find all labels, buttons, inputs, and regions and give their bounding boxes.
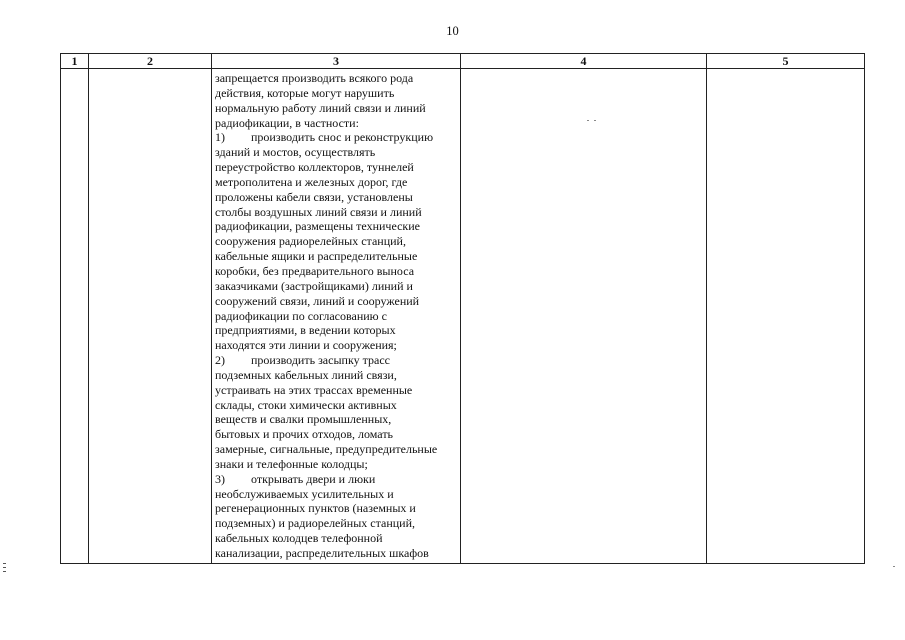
text-line — [215, 457, 458, 472]
column-header-5: 5 — [707, 54, 865, 69]
text-line — [215, 160, 458, 175]
text-line — [215, 412, 458, 427]
line-text: веществ и свалки промышленных, — [215, 412, 392, 427]
list-item-line — [215, 353, 458, 368]
table-cell-col3 — [212, 69, 461, 564]
text-line — [215, 190, 458, 205]
table-cell-col1 — [61, 69, 89, 564]
line-text: регенерационных пунктов (наземных и — [215, 501, 416, 516]
scan-mark — [3, 567, 6, 568]
text-line — [215, 427, 458, 442]
line-text: сооружений связи, линий и сооружений — [215, 293, 420, 308]
text-line — [215, 101, 458, 116]
line-text: подземных кабельных линий связи, — [215, 367, 397, 382]
document-table — [60, 53, 865, 564]
line-text: запрещается производить всякого рода — [215, 71, 414, 85]
line-text: находятся эти линии и сооружения; — [215, 338, 397, 353]
text-line — [215, 86, 458, 101]
line-text: открывать двери и люки — [251, 471, 376, 486]
list-item-line — [215, 130, 458, 145]
page-number: 10 — [446, 24, 459, 38]
line-text: производить снос и реконструкцию — [251, 130, 434, 145]
line-text: переустройство коллекторов, туннелей — [215, 160, 414, 175]
line-text: радиофикации по согласованию с — [215, 308, 387, 323]
text-line — [215, 219, 458, 234]
column-header-4: 4 — [461, 54, 707, 69]
text-line — [215, 234, 458, 249]
list-item-number: 3) — [215, 471, 225, 486]
scan-speck — [594, 120, 596, 121]
text-line — [215, 487, 458, 502]
text-line — [215, 309, 458, 324]
column-header-2: 2 — [89, 54, 212, 69]
list-item-line — [215, 472, 458, 487]
text-line — [215, 116, 458, 131]
line-text: заказчиками (застройщиками) линий и — [215, 278, 413, 293]
line-text: предприятиями, в ведении которых — [215, 323, 396, 338]
text-line — [215, 264, 458, 279]
text-line — [215, 338, 458, 353]
scan-speck — [587, 120, 589, 121]
text-line — [215, 368, 458, 383]
text-line — [215, 205, 458, 220]
column-header-1: 1 — [61, 54, 89, 69]
text-line — [215, 294, 458, 309]
line-text: действия, которые могут нарушить — [215, 85, 395, 100]
list-item-number: 2) — [215, 353, 225, 368]
text-line — [215, 398, 458, 413]
line-text: канализации, распределительных шкафов — [215, 546, 429, 560]
text-line — [215, 145, 458, 160]
text-line — [215, 175, 458, 190]
line-text: радиофикации, размещены технические — [215, 219, 420, 234]
line-text: знаки и телефонные колодцы; — [215, 456, 368, 471]
line-text: сооружения радиорелейных станций, — [215, 234, 406, 249]
scan-speck — [893, 566, 895, 567]
table-cell-col5 — [707, 69, 865, 564]
table-header-row — [61, 54, 865, 69]
table-cell-col4 — [461, 69, 707, 564]
text-line — [215, 279, 458, 294]
text-line — [215, 516, 458, 531]
line-text: склады, стоки химически активных — [215, 397, 397, 412]
line-text: метрополитена и железных дорог, где — [215, 174, 408, 189]
text-line — [215, 442, 458, 457]
line-text: кабельных колодцев телефонной — [215, 531, 383, 546]
line-text: коробки, без предварительного выноса — [215, 263, 415, 278]
text-line — [215, 249, 458, 264]
text-line — [215, 546, 458, 561]
text-line — [215, 531, 458, 546]
table-cell-col2 — [89, 69, 212, 564]
line-text: зданий и мостов, осуществлять — [215, 145, 376, 160]
list-item-number: 1) — [215, 130, 225, 145]
line-text: замерные, сигнальные, предупредительные — [215, 442, 438, 457]
scan-mark — [3, 563, 6, 564]
line-text: радиофикации, в частности: — [215, 115, 359, 130]
line-text: необслуживаемых усилительных и — [215, 486, 394, 501]
text-line — [215, 501, 458, 516]
line-text: нормальную работу линий связи и линий — [215, 100, 426, 115]
line-text: устраивать на этих трассах временные — [215, 382, 413, 397]
text-line — [215, 71, 458, 86]
cell-text-col3 — [212, 69, 460, 561]
column-header-3: 3 — [212, 54, 461, 69]
line-text: подземных) и радиорелейных станций, — [215, 516, 416, 531]
text-line — [215, 323, 458, 338]
line-text: проложены кабели связи, установлены — [215, 189, 413, 204]
line-text: бытовых и прочих отходов, ломать — [215, 427, 394, 442]
line-text: производить засыпку трасс — [251, 353, 390, 368]
text-line — [215, 383, 458, 398]
scan-mark — [3, 571, 6, 572]
line-text: кабельные ящики и распределительные — [215, 249, 418, 264]
table-row — [61, 69, 865, 564]
line-text: столбы воздушных линий связи и линий — [215, 204, 422, 219]
